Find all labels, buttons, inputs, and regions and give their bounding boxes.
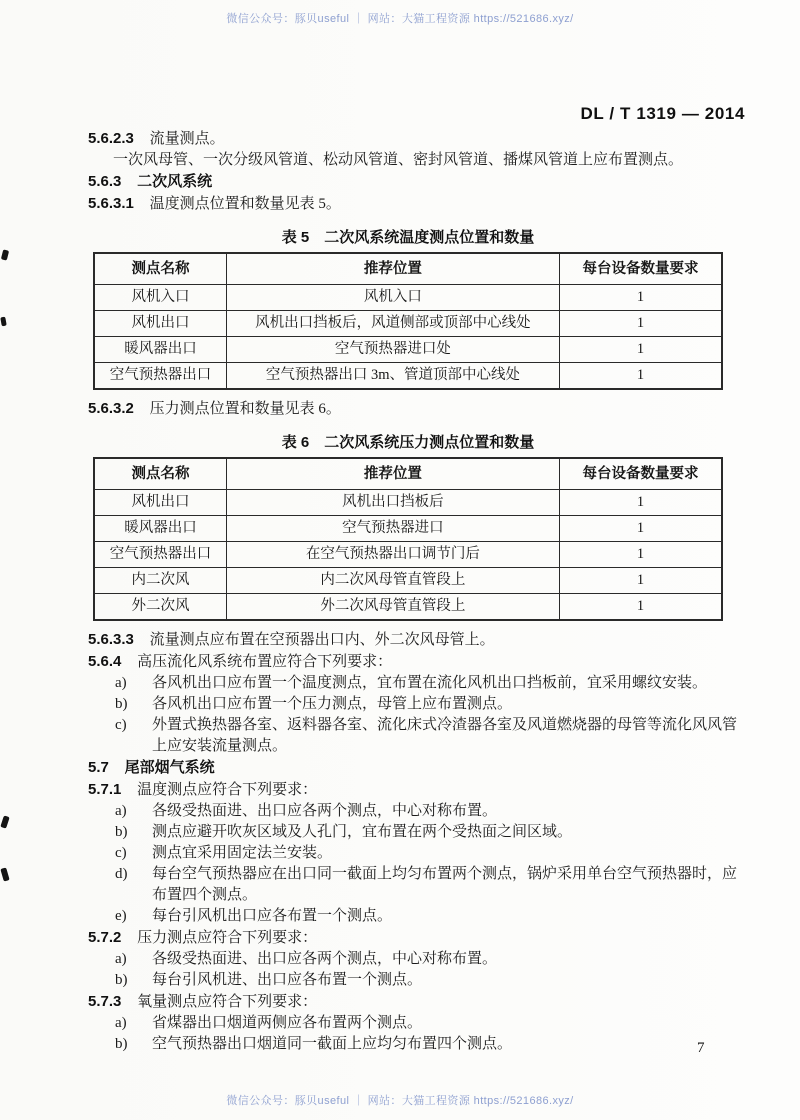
list-text: 测点应避开吹灰区域及人孔门，宜布置在两个受热面之间区域。 — [152, 824, 573, 840]
list-item-d — [88, 864, 746, 906]
heading-text: 尾部烟气系统 — [124, 759, 215, 776]
heading-text: 二次风系统 — [137, 173, 213, 190]
table-row — [94, 516, 722, 542]
list-letter: a) — [115, 1015, 127, 1031]
document-content — [88, 128, 746, 1055]
table-cell: 1 — [559, 285, 722, 311]
table-cell: 空气预热器出口 — [94, 363, 226, 390]
table-cell: 风机入口 — [94, 285, 226, 311]
scan-speck — [0, 867, 9, 881]
clause-5-6-4 — [88, 651, 746, 673]
list-item-b — [88, 970, 746, 991]
table-cell: 1 — [559, 490, 722, 516]
table-5 — [93, 252, 723, 390]
table-row — [94, 542, 722, 568]
table-cell: 外二次风 — [94, 594, 226, 621]
clause-text: 高压流化风系统布置应符合下列要求： — [137, 654, 393, 670]
table-cell: 1 — [559, 337, 722, 363]
table-cell: 内二次风母管直管段上 — [226, 568, 559, 594]
clause-5-7-2 — [88, 927, 746, 949]
table-row — [94, 594, 722, 621]
list-text: 各风机出口应布置一个压力测点，母管上应布置测点。 — [152, 696, 513, 712]
table-cell: 1 — [559, 363, 722, 390]
clause-5-7-1 — [88, 779, 746, 801]
scan-speck — [0, 317, 6, 327]
column-header: 测点名称 — [94, 253, 226, 285]
table-cell: 风机出口挡板后 — [226, 490, 559, 516]
list-item-a — [88, 949, 746, 970]
list-letter: e) — [115, 908, 127, 924]
table-cell: 内二次风 — [94, 568, 226, 594]
clause-number: 5.6.3 — [88, 173, 122, 190]
list-letter: c) — [115, 845, 127, 861]
table-cell: 在空气预热器出口调节门后 — [226, 542, 559, 568]
clause-5-6-3-3 — [88, 629, 746, 651]
table-row — [94, 337, 722, 363]
table-cell: 空气预热器出口 — [94, 542, 226, 568]
list-text: 每台引风机进、出口应各布置一个测点。 — [152, 972, 423, 988]
list-text: 各级受热面进、出口应各两个测点，中心对称布置。 — [152, 803, 498, 819]
table-cell: 暖风器出口 — [94, 337, 226, 363]
table6-caption: 表 6 二次风系统压力测点位置和数量 — [281, 434, 535, 451]
heading-5-6-3 — [88, 171, 746, 193]
list-item-b — [88, 822, 746, 843]
table-cell: 1 — [559, 516, 722, 542]
clause-number: 5.6.4 — [88, 653, 122, 670]
table-cell: 外二次风母管直管段上 — [226, 594, 559, 621]
table-cell: 空气预热器出口 3m、管道顶部中心线处 — [226, 363, 559, 390]
list-item-c — [88, 843, 746, 864]
table-cell: 风机出口挡板后，风道侧部或顶部中心线处 — [226, 311, 559, 337]
doc-number: DL / T 1319 — 2014 — [580, 104, 745, 123]
clause-number: 5.7.3 — [88, 993, 122, 1010]
list-text: 各级受热面进、出口应各两个测点，中心对称布置。 — [152, 951, 498, 967]
watermark-top: 微信公众号：豚贝useful ｜ 网站：大猫工程资源 https://521686.xyz/ — [226, 13, 574, 25]
table5-caption: 表 5 二次风系统温度测点位置和数量 — [281, 229, 535, 246]
page-number: 7 — [697, 1040, 705, 1056]
table-row — [94, 490, 722, 516]
list-letter: a) — [115, 803, 127, 819]
table-cell: 空气预热器进口处 — [226, 337, 559, 363]
table-cell: 1 — [559, 568, 722, 594]
table-cell: 1 — [559, 542, 722, 568]
table-cell: 风机入口 — [226, 285, 559, 311]
list-letter: a) — [115, 675, 127, 691]
clause-number: 5.6.3.2 — [88, 400, 134, 417]
clause-5-6-2-3 — [88, 128, 746, 150]
list-item-e — [88, 906, 746, 927]
clause-5-6-3-1 — [88, 193, 746, 215]
column-header: 每台设备数量要求 — [559, 253, 722, 285]
clause-text: 氧量测点应符合下列要求： — [137, 994, 318, 1010]
list-text: 每台空气预热器应在出口同一截面上均匀布置两个测点，锅炉采用单台空气预热器时，应布置四个测点。 — [152, 866, 738, 903]
column-header: 每台设备数量要求 — [559, 458, 722, 490]
list-text: 空气预热器出口烟道同一截面上应均匀布置四个测点。 — [152, 1036, 513, 1052]
column-header: 测点名称 — [94, 458, 226, 490]
list-item-b — [88, 1034, 746, 1055]
column-header: 推荐位置 — [226, 253, 559, 285]
list-letter: b) — [115, 972, 128, 988]
list-item-b — [88, 694, 746, 715]
column-header: 推荐位置 — [226, 458, 559, 490]
list-item-a — [88, 1013, 746, 1034]
table-row — [94, 568, 722, 594]
clause-text: 压力测点位置和数量见表 6。 — [149, 401, 341, 417]
list-letter: b) — [115, 824, 128, 840]
clause-number: 5.6.3.1 — [88, 195, 134, 212]
list-text: 每台引风机出口应各布置一个测点。 — [152, 908, 393, 924]
clause-number: 5.6.2.3 — [88, 130, 134, 147]
list-letter: d) — [115, 866, 128, 882]
clause-text: 流量测点应布置在空预器出口内、外二次风母管上。 — [149, 632, 495, 648]
list-item-a — [88, 801, 746, 822]
table-row — [94, 311, 722, 337]
list-letter: b) — [115, 696, 128, 712]
scan-speck — [1, 249, 9, 260]
list-text: 外置式换热器各室、返料器各室、流化床式冷渣器各室及风道燃烧器的母管等流化风风管上应安装流量测点。 — [152, 717, 738, 754]
heading-5-7 — [88, 757, 746, 779]
clause-number: 5.7 — [88, 759, 109, 776]
clause-number: 5.7.1 — [88, 781, 122, 798]
list-letter: a) — [115, 951, 127, 967]
table-cell: 1 — [559, 311, 722, 337]
table-cell: 暖风器出口 — [94, 516, 226, 542]
clause-text: 压力测点应符合下列要求： — [137, 930, 318, 946]
table-cell: 空气预热器进口 — [226, 516, 559, 542]
clause-number: 5.6.3.3 — [88, 631, 134, 648]
clause-text: 流量测点。 — [149, 131, 225, 147]
list-text: 测点宜采用固定法兰安装。 — [152, 845, 333, 861]
list-text: 各风机出口应布置一个温度测点，宜布置在流化风机出口挡板前，宜采用螺纹安装。 — [152, 675, 708, 691]
clause-5-6-3-2 — [88, 398, 746, 420]
clause-number: 5.7.2 — [88, 929, 122, 946]
list-letter: c) — [115, 717, 127, 733]
table-header-row — [94, 253, 722, 285]
scan-speck — [0, 815, 9, 828]
clause-5-7-3 — [88, 991, 746, 1013]
table-row — [94, 285, 722, 311]
table-cell: 1 — [559, 594, 722, 621]
table-cell: 风机出口 — [94, 311, 226, 337]
paragraph: 一次风母管、一次分级风管道、松动风管道、密封风管道、播煤风管道上应布置测点。 — [113, 152, 684, 168]
list-letter: b) — [115, 1036, 128, 1052]
table-header-row — [94, 458, 722, 490]
clause-text: 温度测点位置和数量见表 5。 — [149, 196, 341, 212]
list-text: 省煤器出口烟道两侧应各布置两个测点。 — [152, 1015, 423, 1031]
list-item-c — [88, 715, 746, 757]
table-6-body — [94, 490, 722, 621]
table-6 — [93, 457, 723, 621]
list-item-a — [88, 673, 746, 694]
clause-text: 温度测点应符合下列要求： — [137, 782, 318, 798]
watermark-bottom: 微信公众号：豚贝useful ｜ 网站：大猫工程资源 https://521686.xyz/ — [226, 1095, 574, 1107]
table-row — [94, 363, 722, 390]
table-5-body — [94, 285, 722, 390]
table-cell: 风机出口 — [94, 490, 226, 516]
